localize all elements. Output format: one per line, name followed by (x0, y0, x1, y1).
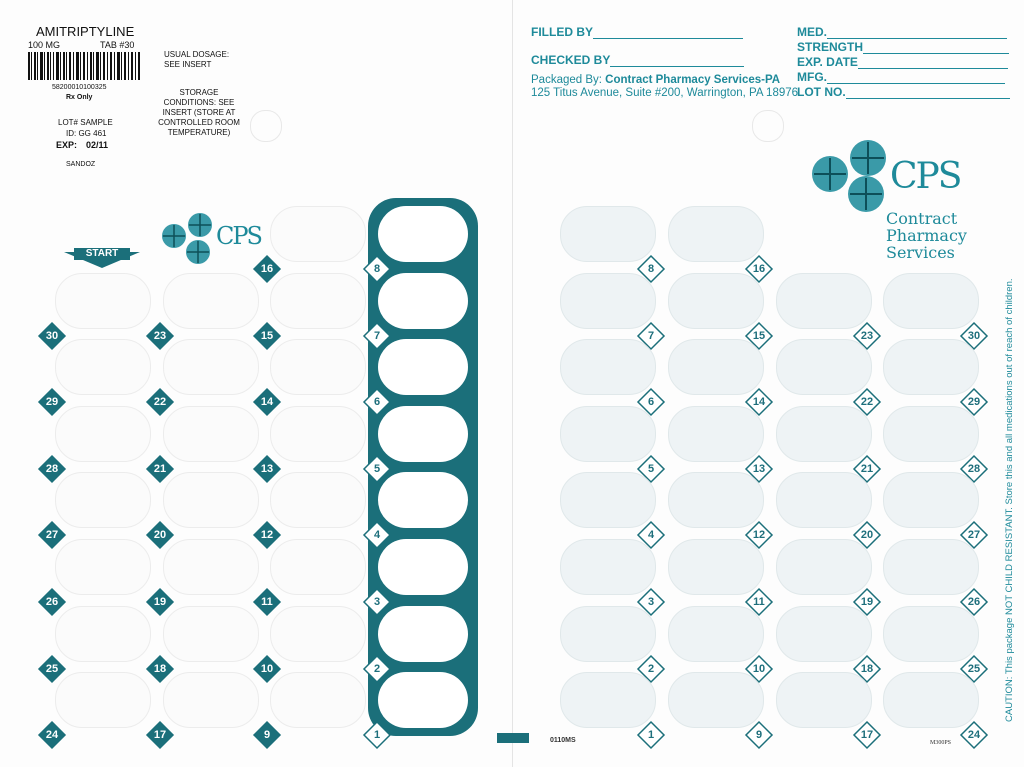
day-number-8: 8 (362, 254, 392, 284)
day-number-19: 19 (852, 587, 882, 617)
day-number-8: 8 (636, 254, 666, 284)
rx-only: Rx Only (66, 94, 93, 101)
day-number-20: 20 (145, 520, 175, 550)
fold-line (512, 0, 513, 767)
day-number-12: 12 (744, 520, 774, 550)
blister-cell (270, 339, 366, 395)
blister-cell (55, 606, 151, 662)
day-number-24: 24 (37, 720, 67, 750)
blister-cell (270, 273, 366, 329)
right-code: M300PS (930, 740, 952, 746)
drug-quantity: TAB #30 (100, 40, 135, 50)
day-number-23: 23 (145, 321, 175, 351)
day-number-14: 14 (252, 387, 282, 417)
day-number-5: 5 (362, 454, 392, 484)
day-number-29: 29 (37, 387, 67, 417)
day-number-16: 16 (252, 254, 282, 284)
cps-mark: CPS (890, 156, 961, 197)
day-number-6: 6 (362, 387, 392, 417)
usual-dosage: USUAL DOSAGE: SEE INSERT (164, 50, 230, 69)
day-number-2: 2 (362, 654, 392, 684)
day-number-26: 26 (37, 587, 67, 617)
day-number-5: 5 (636, 454, 666, 484)
day-number-7: 7 (636, 321, 666, 351)
day-number-17: 17 (852, 720, 882, 750)
start-label: START (85, 248, 119, 259)
day-number-4: 4 (636, 520, 666, 550)
day-number-19: 19 (145, 587, 175, 617)
strength-field: STRENGTH (797, 40, 1009, 54)
blister-cell (163, 406, 259, 462)
cps-text: Contract Pharmacy Services (886, 209, 967, 262)
day-number-30: 30 (37, 321, 67, 351)
blister-cell (55, 672, 151, 728)
ndc-number: 58200010100325 (52, 84, 107, 91)
product-id: ID: GG 461 (66, 129, 107, 138)
blister-cell (270, 606, 366, 662)
day-number-7: 7 (362, 321, 392, 351)
day-number-28: 28 (959, 454, 989, 484)
day-number-22: 22 (145, 387, 175, 417)
blister-cell (270, 672, 366, 728)
blister-cell (163, 273, 259, 329)
blister-cell (163, 339, 259, 395)
exp-value: 02/11 (86, 140, 109, 150)
filled-by-label: FILLED BY (531, 25, 593, 39)
day-number-21: 21 (852, 454, 882, 484)
cps-pills-icon (810, 138, 890, 214)
day-number-29: 29 (959, 387, 989, 417)
blister-cell (55, 339, 151, 395)
caution-text: CAUTION: This package NOT CHILD RESISTANT. Store this and all medications out of reach of children. (1004, 278, 1015, 722)
punch-hole-left (250, 110, 282, 142)
blister-cell (270, 539, 366, 595)
lot-number: LOT# SAMPLE (58, 118, 113, 127)
packaged-by-prefix: Packaged By: (531, 74, 606, 86)
day-number-14: 14 (744, 387, 774, 417)
cps-logo-large (810, 138, 990, 268)
blister-cell (270, 406, 366, 462)
day-number-3: 3 (636, 587, 666, 617)
med-field: MED. (797, 25, 1007, 39)
day-number-20: 20 (852, 520, 882, 550)
pharmacy-label (22, 18, 244, 178)
day-number-12: 12 (252, 520, 282, 550)
storage-conditions: STORAGE CONDITIONS: SEE INSERT (STORE AT CONTROLLED ROOM TEMPERATURE) (158, 88, 240, 137)
blister-cell (163, 606, 259, 662)
day-number-10: 10 (744, 654, 774, 684)
day-number-18: 18 (145, 654, 175, 684)
day-number-3: 3 (362, 587, 392, 617)
checked-by-field (531, 53, 744, 67)
mfg-field: MFG. (797, 70, 1005, 84)
blister-cell (55, 406, 151, 462)
barcode (28, 52, 140, 80)
left-code: 0110MS (550, 737, 576, 744)
exp-label: EXP: (56, 140, 78, 150)
exp-date-field: EXP. DATE (797, 55, 1008, 69)
cps-logo-small (160, 212, 260, 268)
day-number-2: 2 (636, 654, 666, 684)
day-number-27: 27 (37, 520, 67, 550)
day-number-18: 18 (852, 654, 882, 684)
day-number-6: 6 (636, 387, 666, 417)
drug-strength: 100 MG (28, 40, 61, 50)
day-number-24: 24 (959, 720, 989, 750)
blister-cell (163, 539, 259, 595)
day-number-4: 4 (362, 520, 392, 550)
day-number-15: 15 (252, 321, 282, 351)
registration-mark (497, 733, 529, 743)
punch-hole-right (752, 110, 784, 142)
blister-cell (270, 472, 366, 528)
day-number-23: 23 (852, 321, 882, 351)
cps-pills-icon-small (160, 212, 216, 266)
manufacturer: SANDOZ (66, 161, 96, 168)
day-number-21: 21 (145, 454, 175, 484)
blister-cell (55, 539, 151, 595)
day-number-16: 16 (744, 254, 774, 284)
blister-cell (55, 472, 151, 528)
day-number-1: 1 (362, 720, 392, 750)
day-number-22: 22 (852, 387, 882, 417)
start-arrow (64, 248, 140, 268)
day-number-15: 15 (744, 321, 774, 351)
day-number-13: 13 (744, 454, 774, 484)
day-number-30: 30 (959, 321, 989, 351)
drug-name: AMITRIPTYLINE (36, 24, 135, 39)
blister-cell (163, 472, 259, 528)
day-number-13: 13 (252, 454, 282, 484)
day-number-11: 11 (252, 587, 282, 617)
lot-no-field: LOT NO. (797, 85, 1010, 99)
packager-address: 125 Titus Avenue, Suite #200, Warrington, PA 18976 (531, 87, 799, 99)
day-number-25: 25 (959, 654, 989, 684)
day-number-26: 26 (959, 587, 989, 617)
day-number-25: 25 (37, 654, 67, 684)
day-number-9: 9 (744, 720, 774, 750)
blister-cell (55, 273, 151, 329)
day-number-9: 9 (252, 720, 282, 750)
day-number-17: 17 (145, 720, 175, 750)
blister-cell (270, 206, 366, 262)
checked-by-label: CHECKED BY (531, 53, 611, 67)
day-number-11: 11 (744, 587, 774, 617)
packaged-by (531, 74, 780, 86)
day-number-27: 27 (959, 520, 989, 550)
filled-by-field (531, 25, 743, 39)
packaged-by-name: Contract Pharmacy Services-PA (605, 74, 781, 86)
cps-mark-small: CPS (216, 222, 261, 250)
day-number-1: 1 (636, 720, 666, 750)
day-number-10: 10 (252, 654, 282, 684)
blister-cell (163, 672, 259, 728)
day-number-28: 28 (37, 454, 67, 484)
